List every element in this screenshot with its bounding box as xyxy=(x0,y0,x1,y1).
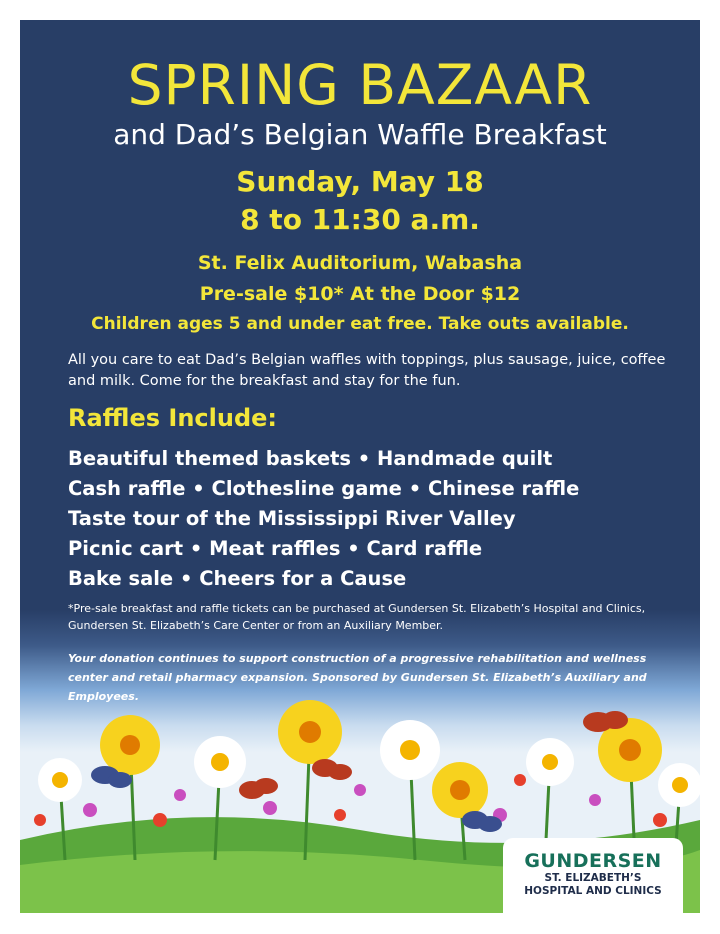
event-subtitle: and Dad’s Belgian Waffle Breakfast xyxy=(113,118,607,151)
presale-note: *Pre-sale breakfast and raffle tickets can be purchased at Gundersen St. Elizabeth’s Hospital and Clinics, Gundersen St. Elizabeth’s Care Center or from an Auxiliary Member. xyxy=(68,602,646,632)
flower-daisy-5 xyxy=(658,763,700,807)
butterfly-icon xyxy=(312,759,352,780)
raffle-line: Cash raffle • Clothesline game • Chinese raffle xyxy=(68,477,580,500)
poster xyxy=(20,20,700,913)
raffle-line: Picnic cart • Meat raffles • Card raffle xyxy=(68,537,483,560)
children-note: Children ages 5 and under eat free. Take outs available. xyxy=(91,314,629,334)
flower-sunflower-1 xyxy=(100,715,160,775)
gundersen-logo xyxy=(503,838,683,913)
flower-sunflower-2 xyxy=(278,700,342,764)
raffle-line: Bake sale • Cheers for a Cause xyxy=(68,567,407,590)
raffles-heading: Raffles Include: xyxy=(68,404,277,432)
raffle-line: Taste tour of the Mississippi River Valley xyxy=(68,507,516,530)
flower-sunflower-3 xyxy=(432,762,488,818)
raffle-list xyxy=(68,444,688,594)
logo-line-1: ST. ELIZABETH’S xyxy=(544,872,642,884)
butterfly-icon xyxy=(239,778,278,799)
event-location: St. Felix Auditorium, Wabasha xyxy=(197,252,523,274)
logo-main-text: GUNDERSEN xyxy=(524,850,662,872)
event-time: 8 to 11:30 a.m. xyxy=(240,203,480,236)
event-date: Sunday, May 18 xyxy=(236,165,484,198)
event-description: All you care to eat Dad’s Belgian waffles with toppings, plus sausage, juice, coffee and milk. Come for the breakfast and stay for the fun. xyxy=(68,352,666,389)
donation-note: Your donation continues to support construction of a progressive rehabilitation and wellness center and retail pharmacy expansion. Sponsored by Gundersen St. Elizabeth’s Auxiliary and Employees. xyxy=(68,652,647,703)
flower-daisy-1 xyxy=(38,758,82,802)
flower-daisy-2 xyxy=(194,736,246,788)
event-prices: Pre-sale $10* At the Door $12 xyxy=(199,283,521,305)
logo-line-2: HOSPITAL AND CLINICS xyxy=(524,885,662,897)
flower-daisy-4 xyxy=(526,738,574,786)
raffle-line: Beautiful themed baskets • Handmade quilt xyxy=(68,447,553,470)
flower-daisy-3 xyxy=(380,720,440,780)
event-title: SPRING BAZAAR xyxy=(127,53,593,117)
